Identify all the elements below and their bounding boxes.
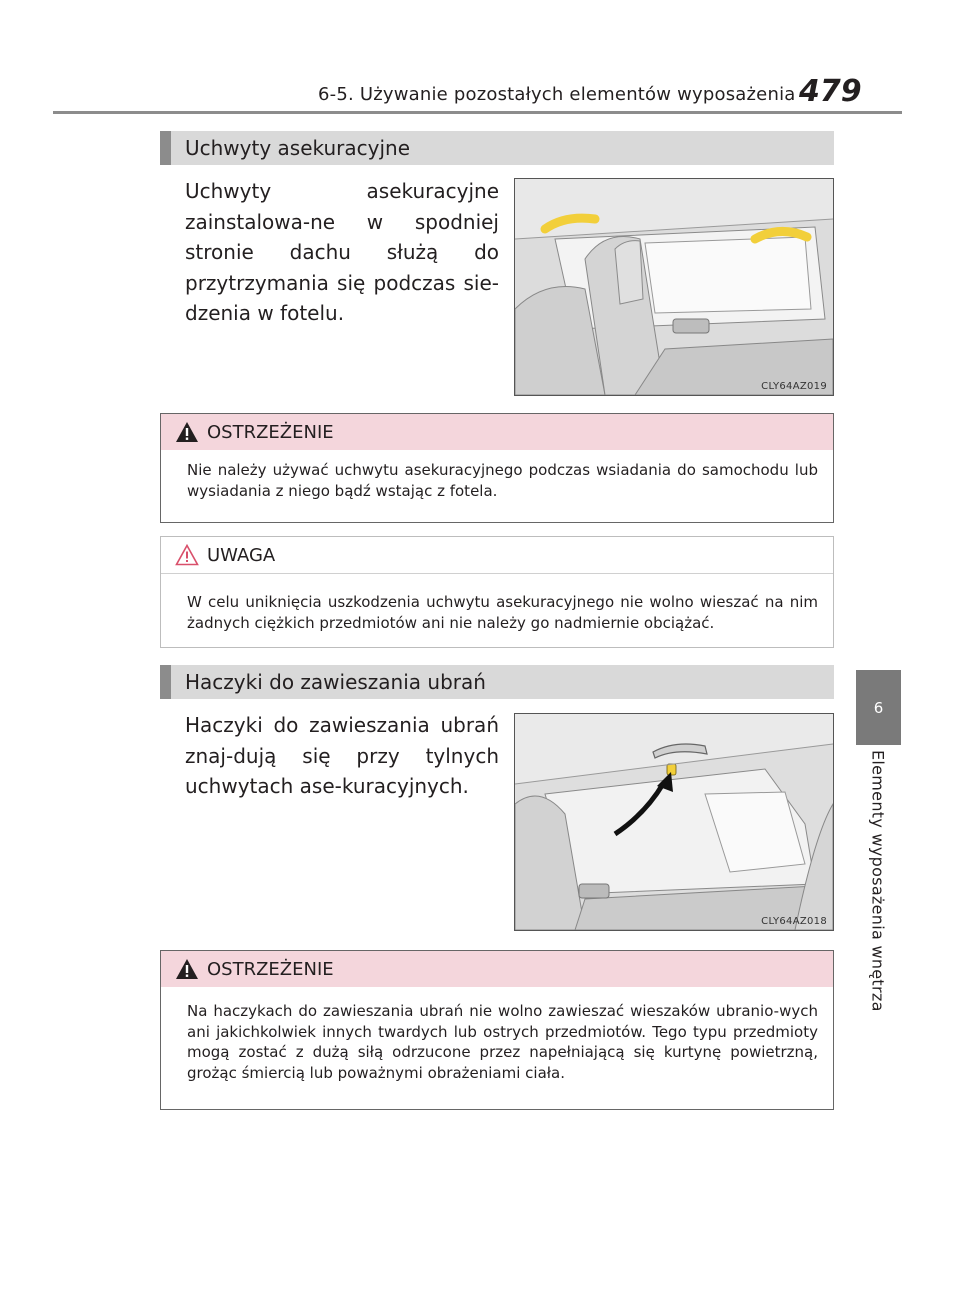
warning-header	[161, 951, 833, 987]
warning-text: Na haczykach do zawieszania ubrań nie wolno zawieszać wieszaków ubranio-wych ani jakichkolwiek innych twardych lub ostrych przedmiotów. Tego typu przedmioty mogą zostać z dużą siłą odrzucone przez napełniającą się kurtynę powietrzną, grożąc śmiercią lub poważnymi obrażeniami ciała.	[187, 1002, 818, 1082]
warning-box-coat-hooks	[160, 950, 834, 1110]
caution-box-grab-handle	[160, 536, 834, 648]
caution-header	[161, 537, 833, 574]
warning-title: OSTRZEŻENIE	[207, 421, 334, 443]
warning-box-grab-handle	[160, 413, 834, 523]
photo-code: CLY64AZ019	[761, 381, 827, 392]
header-rule	[53, 111, 902, 114]
section-heading-grab-handles: Uchwyty asekuracyjne	[160, 131, 834, 165]
caution-text: W celu uniknięcia uszkodzenia uchwytu asekuracyjnego nie wolno wieszać na nim żadnych ciężkich przedmiotów ani nie należy go nadmiernie obciążać.	[187, 593, 818, 632]
section-heading-coat-hooks: Haczyki do zawieszania ubrań	[160, 665, 834, 699]
assist-grip-photo	[514, 178, 834, 396]
warning-text: Nie należy używać uchwytu asekuracyjnego podczas wsiadania do samochodu lub wysiadania z niego bądź wstając z fotela.	[187, 461, 818, 500]
caution-title: UWAGA	[207, 544, 276, 566]
chapter-title: Elementy wyposażenia wnętrza	[868, 750, 888, 1012]
photo-code: CLY64AZ018	[761, 916, 827, 927]
running-header-title: 6-5. Używanie pozostałych elementów wyposażenia	[318, 84, 796, 105]
caution-triangle-icon	[175, 544, 199, 566]
warning-title: OSTRZEŻENIE	[207, 958, 334, 980]
section1-text: Uchwyty asekuracyjne zainstalowa-ne w spodniej stronie dachu służą do przytrzymania się podczas sie-dzenia w fotelu.	[185, 179, 499, 325]
page-number: 479	[799, 74, 862, 109]
section2-text: Haczyki do zawieszania ubrań znaj-dują się przy tylnych uchwytach ase-kuracyjnych.	[185, 713, 499, 798]
warning-triangle-icon	[175, 421, 199, 443]
coat-hook-photo	[514, 713, 834, 931]
warning-triangle-icon	[175, 958, 199, 980]
chapter-side-label	[866, 750, 890, 1010]
chapter-number: 6	[873, 698, 884, 717]
chapter-tab	[856, 670, 901, 745]
warning-header	[161, 414, 833, 450]
